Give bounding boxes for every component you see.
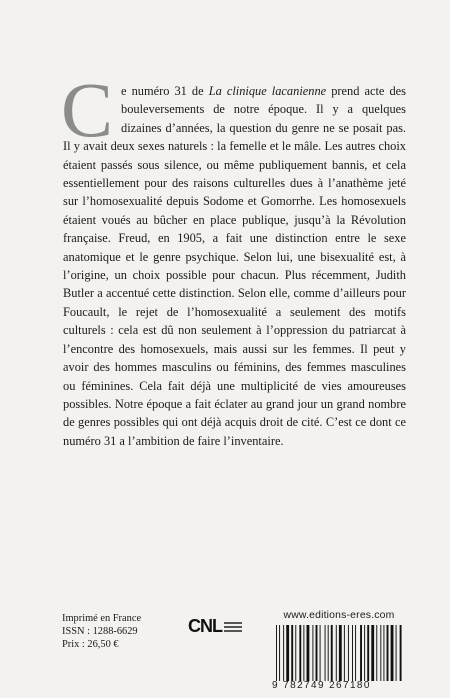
cnl-logo <box>188 616 242 637</box>
publisher-website: www.editions-eres.com <box>283 610 395 621</box>
cnl-logo-mark: CNL <box>188 616 222 636</box>
imprint-block <box>62 612 141 651</box>
barcode-block <box>272 610 406 691</box>
barcode-digits: 9 782749 267180 <box>272 680 371 691</box>
printed-in: Imprimé en France <box>62 613 142 624</box>
cnl-logo-lines <box>224 620 242 634</box>
isbn-barcode <box>272 625 406 681</box>
dropcap-letter: C <box>61 66 114 153</box>
description-text <box>61 66 406 450</box>
issn: ISSN : 1288-6629 <box>62 626 138 637</box>
paragraph-rest: prend acte des bouleversements de notre époque. Il y a quelques dizaines d’années, la question du genre ne se posait pas. Il y avait deux sexes naturels : la femelle et le mâle. Les autres choix étaient passés sous silence, ou même publiquement bannis, et cela essentiellement pour des raisons culturelles dues à l’anathème jeté sur l’homosexualité depuis Sodome et Gomorrhe. Les homosexuels étaient voués au bûcher en place publique, jusqu’à la Révolution française. Freud, en 1905, a fait une distinction entre le sexe anatomique et le genre psychique. Selon lui, une bisexualité est, à l’origine, un choix possible pour chacun. Plus récemment, Judith Butler a accentué cette distinction. Selon elle, comme d’ailleurs pour Foucault, le rejet de l’homosexualité a seulement des motifs culturels : cela est dû non seulement à l’oppression du patriarcat à l’encontre des homosexuels, mais aussi sur les femmes. Il peut y avoir des hommes masculins ou féminins, des femmes masculines ou féminines. Cela fait déjà une multiplicité de vies amoureuses possibles. Notre époque a fait éclater au grand jour un grand nombre de genres possibles qui ont déjà acquis droit de cité. C’est ce dont ce numéro 31 a l’ambition de faire l’inventaire. <box>63 84 406 448</box>
paragraph-lead: e numéro 31 de <box>121 84 209 98</box>
description-paragraph <box>61 66 406 450</box>
price: Prix : 26,50 € <box>62 639 119 650</box>
journal-title: La clinique lacanienne <box>208 84 327 98</box>
